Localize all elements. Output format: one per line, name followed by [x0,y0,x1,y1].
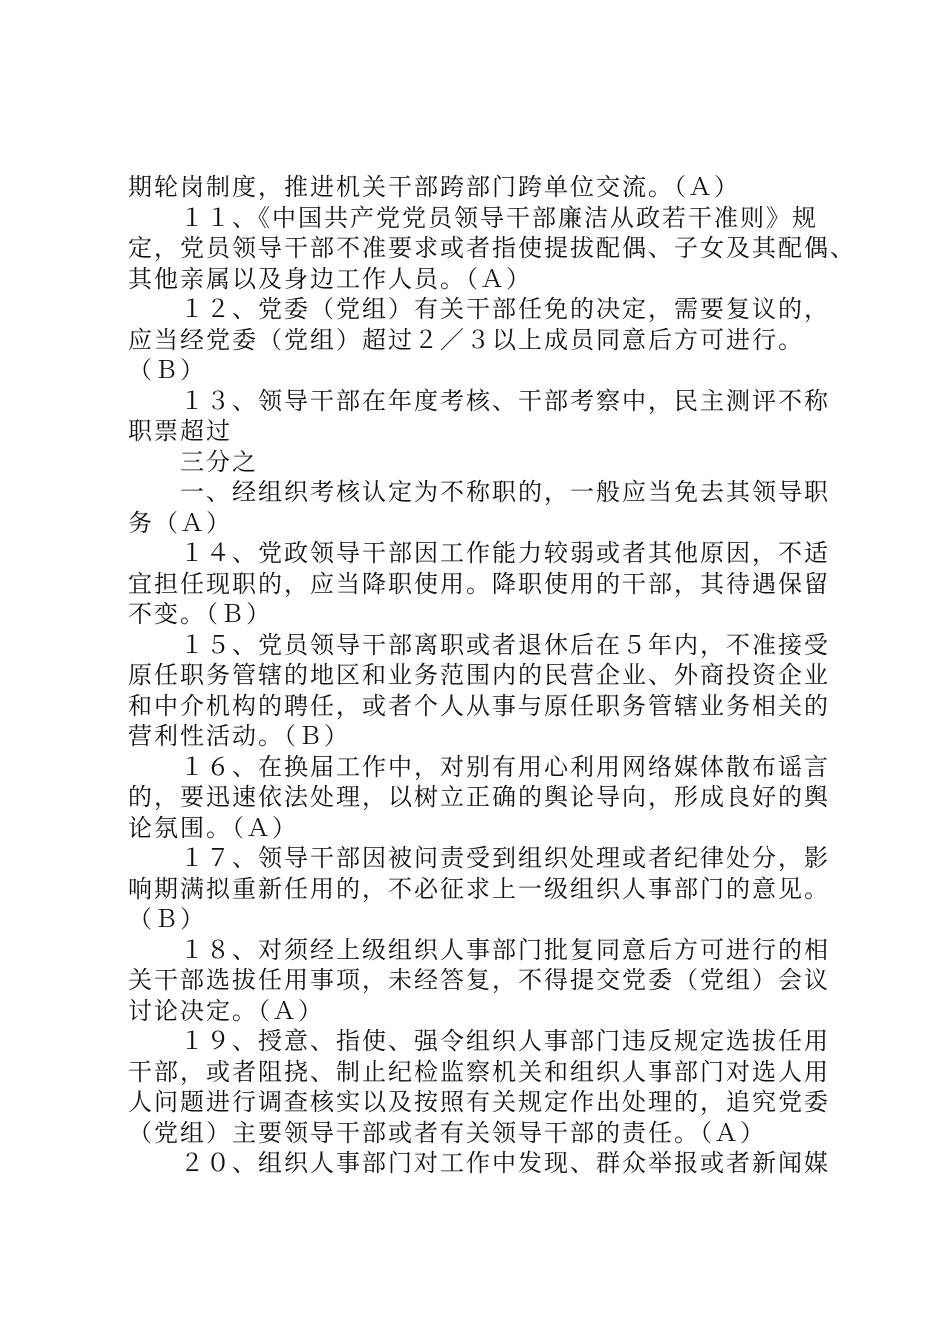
text-line: 人问题进行调查核实以及按照有关规定作出处理的，追究党委 [128,1088,830,1116]
text-line: 宜担任现职的，应当降职使用。降职使用的干部，其待遇保留 [128,569,830,598]
text-line: １５、党员领导干部离职或者退休后在５年内，不准接受 [180,630,830,659]
text-line: （Ｂ） [128,905,206,933]
document-body [128,172,863,1179]
text-line: 响期满拟重新任用的，不必征求上一级组织人事部门的意见。 [128,874,830,903]
text-line: 期轮岗制度，推进机关干部跨部门跨单位交流。（Ａ） [128,173,740,201]
text-line: １９、授意、指使、强令组织人事部门违反规定选拔任用 [180,1027,830,1055]
text-line: 和中介机构的聘任，或者个人从事与原任职务管辖业务相关的 [128,691,830,720]
text-line: 干部，或者阻挠、制止纪检监察机关和组织人事部门对选人用 [128,1057,830,1086]
text-line: 不变。（Ｂ） [128,600,272,628]
text-line: １２、党委（党组）有关干部任免的决定，需要复议的， [180,295,830,323]
text-line: １７、领导干部因被问责受到组织处理或者纪律处分，影 [180,844,830,872]
text-line: 一、经组织考核认定为不称职的，一般应当免去其领导职 [180,478,830,506]
text-line: １４、党政领导干部因工作能力较弱或者其他原因，不适 [180,539,830,567]
text-line: 三分之 [180,447,258,476]
text-line: 职票超过 [128,417,232,445]
text-line: （Ｂ） [128,356,206,384]
text-line: （党组）主要领导干部或者有关领导干部的责任。（Ａ） [128,1118,766,1147]
text-line: １３、领导干部在年度考核、干部考察中，民主测评不称 [180,386,830,415]
text-line: １６、在换届工作中，对别有用心利用网络媒体散布谣言 [180,752,830,781]
text-line: 其他亲属以及身边工作人员。（Ａ） [128,264,532,293]
text-line: １１、《中国共产党党员领导干部廉洁从政若干准则》规 [180,203,818,232]
text-line: 应当经党委（党组）超过２／３以上成员同意后方可进行。 [128,325,804,354]
text-line: １８、对须经上级组织人事部门批复同意后方可进行的相 [180,935,830,964]
text-line: 原任职务管辖的地区和业务范围内的民营企业、外商投资企业 [128,661,830,689]
text-line: 营利性活动。（Ｂ） [128,722,350,750]
text-line: ２０、组织人事部门对工作中发现、群众举报或者新闻媒 [180,1149,830,1177]
text-line: 论氛围。（Ａ） [128,813,298,842]
text-line: 务（Ａ） [128,508,232,537]
text-line: 关干部选拔任用事项，未经答复，不得提交党委（党组）会议 [128,966,830,994]
text-line: 定，党员领导干部不准要求或者指使提拔配偶、子女及其配偶、 [128,234,856,262]
text-line: 讨论决定。（Ａ） [128,996,324,1025]
text-line: 的，要迅速依法处理，以树立正确的舆论导向，形成良好的舆 [128,783,830,811]
